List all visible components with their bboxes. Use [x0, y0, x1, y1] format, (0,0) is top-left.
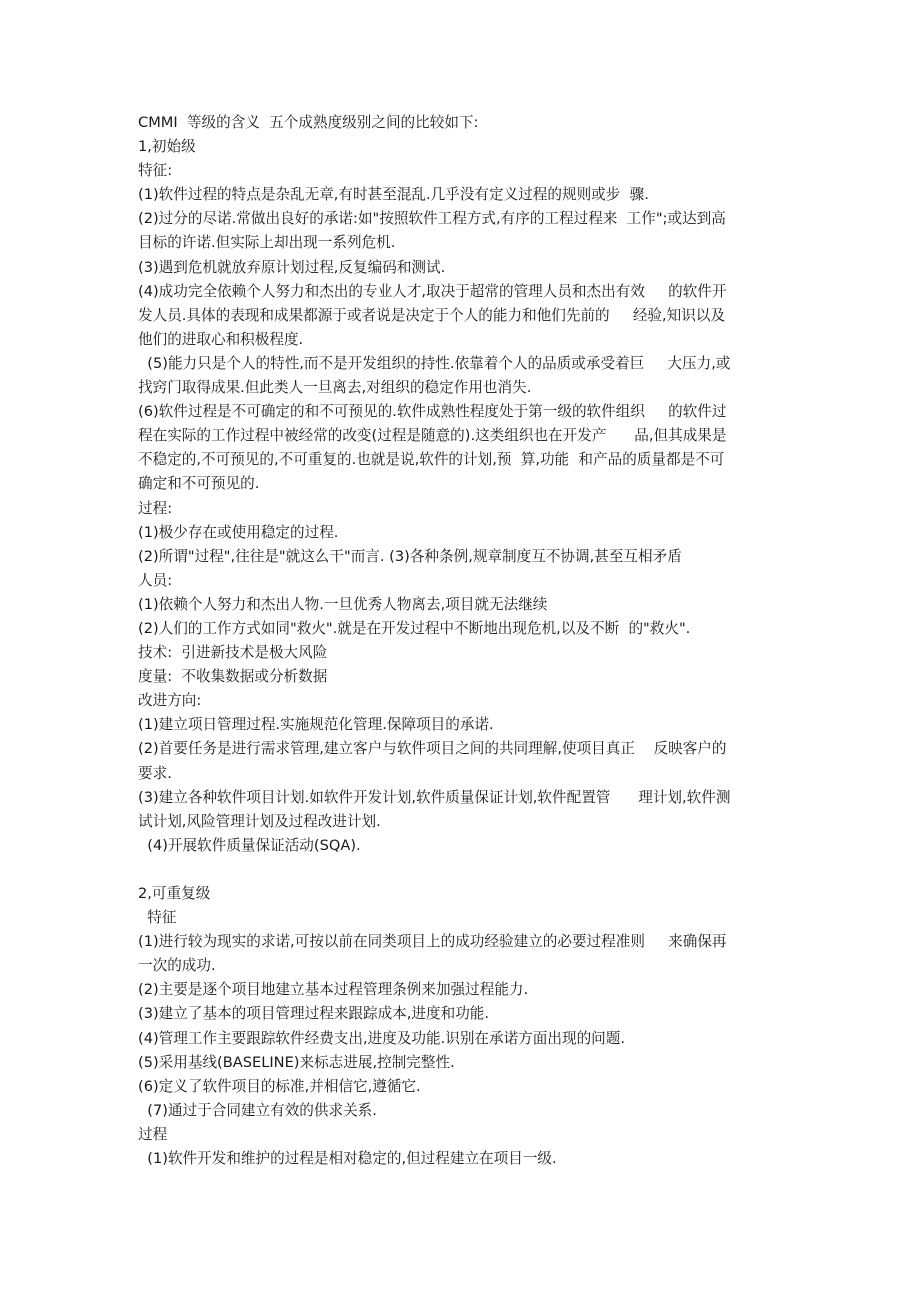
list-item: (1)依赖个人努力和杰出人物.一旦优秀人物离去,项目就无法继续 [138, 595, 548, 613]
list-item: (2)人们的工作方式如同"救火".就是在开发过程中不断地出现危机,以及不断 的"救火". [138, 619, 691, 637]
document-body [138, 111, 798, 1171]
text-line: 要求. [138, 764, 172, 782]
list-item: (4)管理工作主要跟踪软件经费支出,进度及功能.识别在承诺方面出现的问题. [138, 1029, 625, 1047]
list-item: (1)软件过程的特点是杂乱无章,有时甚至混乱.几乎没有定义过程的规则或步 骤. [138, 186, 649, 204]
subsection-label-people: 人员: [138, 571, 173, 589]
subsection-label-features: 特征: [138, 162, 173, 180]
list-item: (1)建立项日管理过程.实施规范化管理.保障项目的承诺. [138, 716, 494, 734]
list-item: (7)通过于合同建立有效的供求关系. [138, 1101, 377, 1119]
text-line: 他们的进取心和积极程度. [138, 330, 304, 348]
text-line: 找窍门取得成果.但此类人一旦离去,对组织的稳定作用也消失. [138, 379, 532, 397]
subsection-label-features: 特征 [138, 909, 177, 927]
text-line: 程在实际的工作过程中被经常的改变(过程是随意的).这类组织也在开发产 品,但其成果是 [138, 427, 727, 445]
subsection-label-technology: 技术: 引进新技术是极大风险 [138, 644, 328, 662]
list-item: (6)定义了软件项目的标准,并相信它,遵循它. [138, 1077, 421, 1095]
section-heading-level-1: 1,初始级 [138, 138, 196, 156]
text-line: 发人员.具体的表现和成果都源于或者说是决定于个人的能力和他们先前的 经验,知识以及 [138, 306, 726, 324]
paragraph-gap [138, 858, 798, 882]
subsection-label-measurement: 度量: 不收集数据或分析数据 [138, 668, 328, 686]
list-item: (1)进行较为现实的求诺,可按以前在同类项目上的成功经验建立的必要过程准则 来确保再 [138, 933, 727, 951]
list-item: (2)过分的尽诺.常做出良好的承诺:如"按照软件工程方式,有序的工程过程来 工作";或达到高 [138, 210, 726, 228]
subsection-label-process: 过程 [138, 1125, 168, 1143]
list-item: (3)遇到危机就放弃原计划过程,反复编码和测试. [138, 258, 446, 276]
list-item: (3)建立了基本的项目管理过程来跟踪成本,进度和功能. [138, 1005, 490, 1023]
list-item: (5)能力只是个人的特性,而不是开发组织的持性.依靠着个人的品质或承受着巨 大压力,或 [138, 354, 731, 372]
text-line: 试计划,风险管理计划及过程改进计划. [138, 812, 381, 830]
text-line: 一次的成功. [138, 957, 216, 975]
list-item: (1)极少存在或使用稳定的过程. [138, 523, 339, 541]
subsection-label-process: 过程: [138, 499, 173, 517]
list-item: (2)所谓"过程",往往是"就这么干"而言. (3)各种条例,规章制度互不协调,甚至互相矛盾 [138, 547, 682, 565]
list-item: (1)软件开发和维护的过程是相对稳定的,但过程建立在项目一级. [138, 1150, 557, 1168]
subsection-label-improvement: 改进方向: [138, 692, 202, 710]
list-item: (2)主要是逐个项目地建立基本过程管理条例来加强过程能力. [138, 981, 529, 999]
list-item: (4)成功完全依赖个人努力和杰出的专业人才,取决于超常的管理人员和杰出有效 的软件开 [138, 282, 727, 300]
list-item: (5)采用基线(BASELINE)来标志进展,控制完整性. [138, 1053, 455, 1071]
text-line: 确定和不可预见的. [138, 475, 260, 493]
list-item: (2)首要任务是进行需求管理,建立客户与软件项目之间的共同理解,使项目真正 反映客户的 [138, 740, 727, 758]
list-item: (3)建立各种软件项目计划.如软件开发计划,软件质量保证计划,软件配置管 理计划,软件测 [138, 788, 731, 806]
list-item: (6)软件过程是不可确定的和不可预见的.软件成熟性程度处于第一级的软件组织 的软件过 [138, 403, 727, 421]
list-item: (4)开展软件质量保证活动(SQA). [138, 836, 361, 854]
text-line: 目标的许诺.但实际上却出现一系列危机. [138, 234, 396, 252]
section-heading-level-2: 2,可重复级 [138, 885, 211, 902]
document-title: CMMI 等级的含义 五个成熟度级别之间的比较如下: [138, 114, 479, 131]
text-line: 不稳定的,不可预见的,不可重复的.也就是说,软件的计划,预 算,功能 和产品的质量都是不可 [138, 451, 725, 469]
